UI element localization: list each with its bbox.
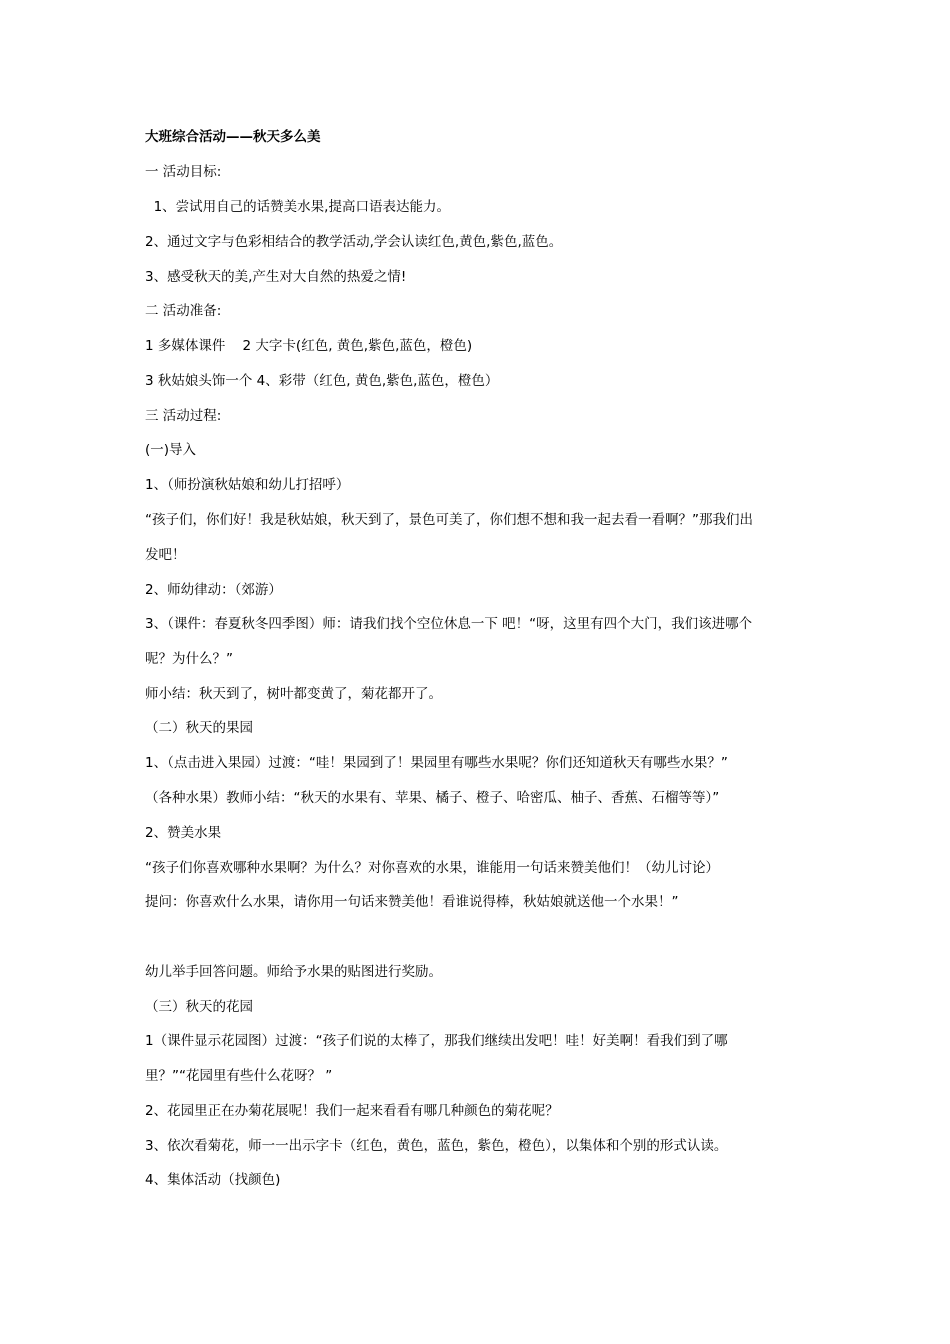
subsection-heading: （二）秋天的果园	[145, 720, 253, 736]
text-line: 3、感受秋天的美,产生对大自然的热爱之情!	[145, 269, 407, 285]
subsection-heading: (一)导入	[145, 442, 197, 458]
text-line: 呢？为什么？”	[145, 651, 233, 667]
text-line: 3、依次看菊花，师一一出示字卡（红色，黄色，蓝色，紫色，橙色），以集体和个别的形式认读。	[145, 1138, 728, 1154]
subsection-heading: （三）秋天的花园	[145, 999, 253, 1015]
section-heading-process: 三 活动过程:	[145, 408, 222, 424]
text-line: 2、赞美水果	[145, 825, 222, 841]
section-heading-preparation: 二 活动准备:	[145, 303, 222, 319]
text-line: “孩子们，你们好！我是秋姑娘，秋天到了，景色可美了，你们想不想和我一起去看一看啊？”那我们出	[145, 512, 753, 528]
text-line: 3 秋姑娘头饰一个 4、彩带（红色, 黄色,紫色,蓝色，橙色）	[145, 373, 499, 389]
text-line: 提问：你喜欢什么水果，请你用一句话来赞美他！看谁说得棒，秋姑娘就送他一个水果！”	[145, 894, 679, 910]
text-line: 1、尝试用自己的话赞美水果,提高口语表达能力。	[145, 199, 450, 215]
text-line: 1、（师扮演秋姑娘和幼儿打招呼）	[145, 477, 350, 493]
text-line: 2、师幼律动：（郊游）	[145, 582, 282, 598]
text-line: 幼儿举手回答问题。师给予水果的贴图进行奖励。	[145, 964, 442, 980]
text-line: 1、（点击进入果园）过渡：“哇！果园到了！果园里有哪些水果呢？你们还知道秋天有哪些水果？”	[145, 755, 728, 771]
text-line: 1 多媒体课件 2 大字卡(红色, 黄色,紫色,蓝色，橙色)	[145, 338, 473, 354]
text-line: 发吧！	[145, 547, 186, 563]
text-line: 2、通过文字与色彩相结合的教学活动,学会认读红色,黄色,紫色,蓝色。	[145, 234, 563, 250]
text-line: 3、（课件：春夏秋冬四季图）师：请我们找个空位休息一下 吧！“呀，这里有四个大门，我们该进哪个	[145, 616, 753, 632]
text-line: 师小结：秋天到了，树叶都变黄了，菊花都开了。	[145, 686, 442, 702]
text-line: “孩子们你喜欢哪种水果啊？为什么？对你喜欢的水果，谁能用一句话来赞美他们！（幼儿讨论）	[145, 860, 719, 876]
text-line: 2、花园里正在办菊花展呢！我们一起来看看有哪几种颜色的菊花呢？	[145, 1103, 559, 1119]
text-line: 里？”“花园里有些什么花呀？ ”	[145, 1068, 333, 1084]
section-heading-goals: 一 活动目标:	[145, 164, 222, 180]
document-title: 大班综合活动——秋天多么美	[145, 129, 321, 145]
text-line: 1（课件显示花园图）过渡：“孩子们说的太棒了，那我们继续出发吧！哇！好美啊！看我们到了哪	[145, 1033, 728, 1049]
text-line: 4、集体活动（找颜色)	[145, 1172, 281, 1188]
text-line: （各种水果）教师小结：“秋天的水果有、苹果、橘子、橙子、哈密瓜、柚子、香蕉、石榴等等）”	[145, 790, 720, 806]
